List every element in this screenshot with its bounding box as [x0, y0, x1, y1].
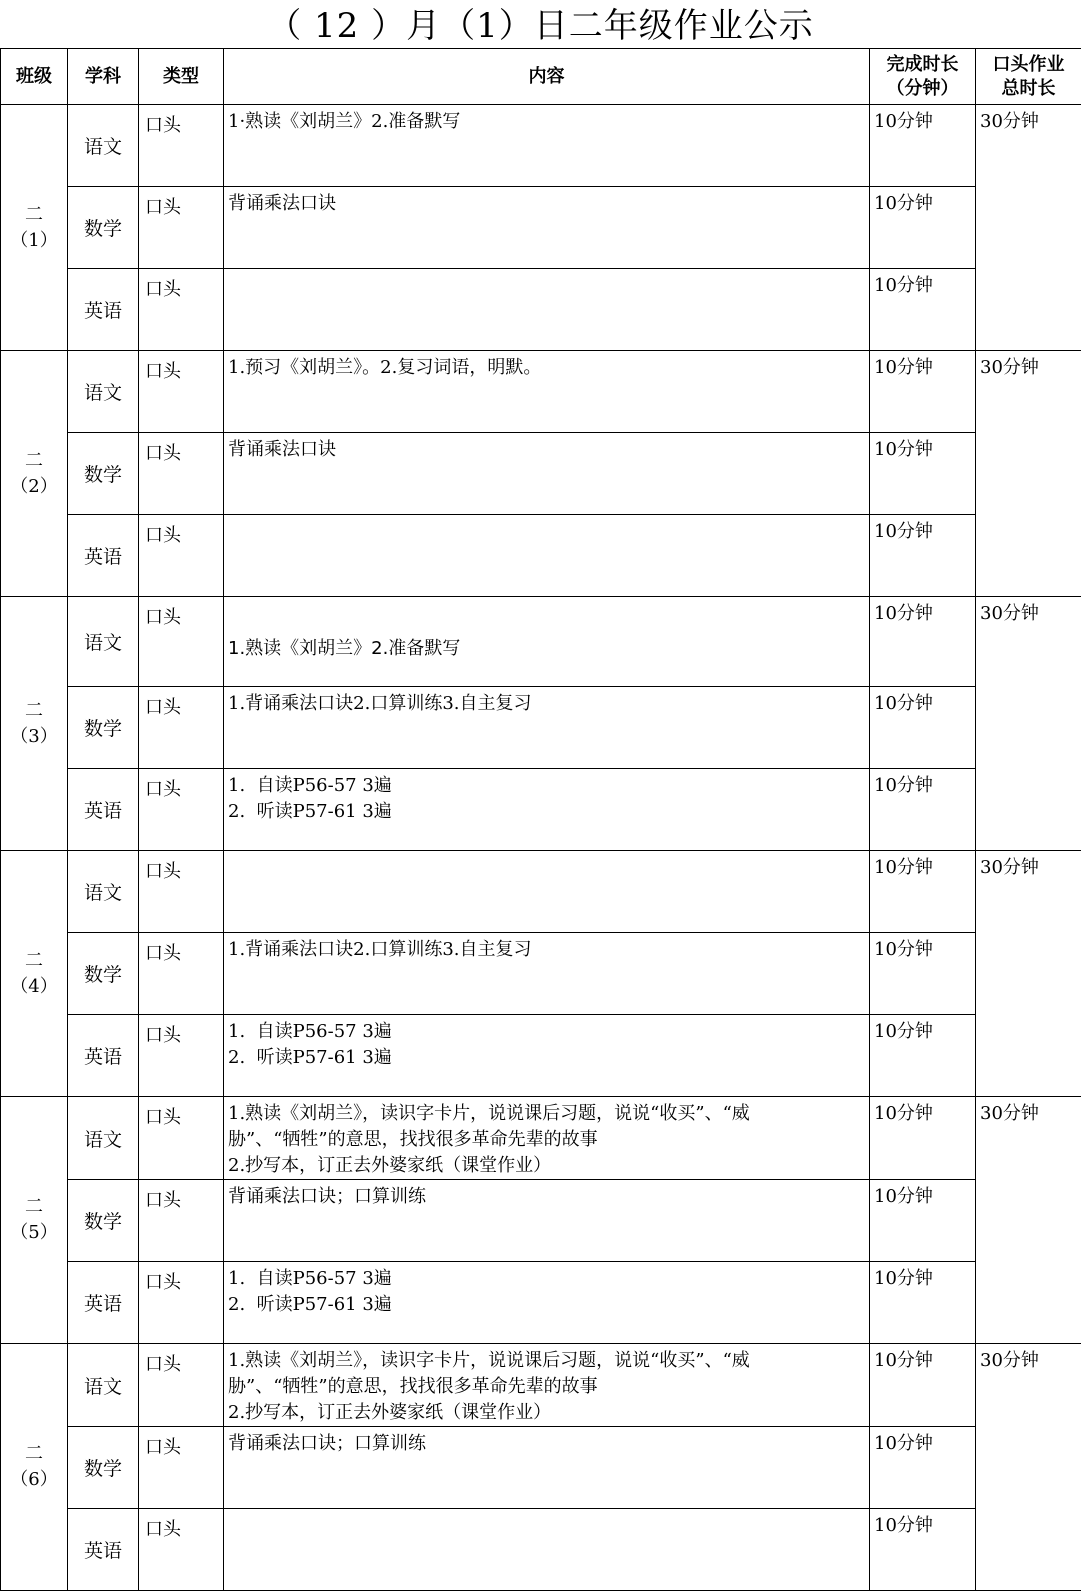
- header-subject: 学科: [68, 49, 139, 105]
- table-row: [1, 851, 1081, 933]
- content-cell: [224, 269, 870, 351]
- type-cell: 口头: [139, 269, 224, 351]
- type-cell: 口头: [139, 597, 224, 687]
- duration-cell: 10分钟: [870, 1344, 976, 1427]
- header-content: 内容: [224, 49, 870, 105]
- type-cell: 口头: [139, 1262, 224, 1344]
- content-cell: [224, 1427, 870, 1509]
- table-row: [1, 1262, 1081, 1344]
- table-row: [1, 769, 1081, 851]
- content-line: 1.熟读《刘胡兰》，读识字卡片，说说课后习题，说说“收买”、“威: [228, 1348, 869, 1374]
- oral-total-cell: 30分钟: [976, 1344, 1081, 1591]
- content-line: 2.抄写本，订正去外婆家纸（课堂作业）: [228, 1400, 869, 1426]
- header-oral-total-line1: 口头作业: [976, 53, 1081, 77]
- class-number: （1）: [1, 228, 67, 254]
- duration-cell: 10分钟: [870, 187, 976, 269]
- content-cell: [224, 1015, 870, 1097]
- type-cell: 口头: [139, 433, 224, 515]
- type-cell: 口头: [139, 187, 224, 269]
- subject-cell: 语文: [68, 597, 139, 687]
- content-line: 1.预习《刘胡兰》。2.复习词语，明默。: [228, 355, 869, 381]
- content-cell: [224, 597, 870, 687]
- type-cell: 口头: [139, 105, 224, 187]
- subject-cell: 数学: [68, 1427, 139, 1509]
- content-cell: [224, 105, 870, 187]
- duration-cell: 10分钟: [870, 515, 976, 597]
- table-row: [1, 1509, 1081, 1591]
- content-line: 1.熟读《刘胡兰》2.准备默写: [228, 636, 869, 662]
- subject-cell: 英语: [68, 769, 139, 851]
- oral-total-cell: 30分钟: [976, 1097, 1081, 1344]
- content-line: 1·熟读《刘胡兰》2.准备默写: [228, 109, 869, 135]
- type-cell: 口头: [139, 769, 224, 851]
- content-line: 1.背诵乘法口诀2.口算训练3.自主复习: [228, 691, 869, 717]
- duration-cell: 10分钟: [870, 105, 976, 187]
- content-cell: [224, 851, 870, 933]
- subject-cell: 英语: [68, 515, 139, 597]
- content-line: 背诵乘法口诀；口算训练: [228, 1431, 869, 1457]
- subject-cell: 数学: [68, 187, 139, 269]
- class-grade: 二: [1, 698, 67, 724]
- content-cell: [224, 933, 870, 1015]
- class-cell: [1, 1097, 68, 1344]
- subject-cell: 英语: [68, 1262, 139, 1344]
- duration-cell: 10分钟: [870, 433, 976, 515]
- content-line: 2. 听读P57-61 3遍: [228, 1292, 869, 1318]
- content-line: 2. 听读P57-61 3遍: [228, 1045, 869, 1071]
- table-row: [1, 105, 1081, 187]
- content-line: 1. 自读P56-57 3遍: [228, 1266, 869, 1292]
- subject-cell: 数学: [68, 933, 139, 1015]
- type-cell: 口头: [139, 515, 224, 597]
- table-row: [1, 933, 1081, 1015]
- header-type: 类型: [139, 49, 224, 105]
- content-line: 1.熟读《刘胡兰》，读识字卡片，说说课后习题，说说“收买”、“威: [228, 1101, 869, 1127]
- duration-cell: 10分钟: [870, 1180, 976, 1262]
- duration-cell: 10分钟: [870, 1509, 976, 1591]
- subject-cell: 英语: [68, 1509, 139, 1591]
- class-grade: 二: [1, 1441, 67, 1467]
- subject-cell: 英语: [68, 269, 139, 351]
- content-line: 胁”、“牺牲”的意思，找找很多革命先辈的故事: [228, 1374, 869, 1400]
- content-line: 1. 自读P56-57 3遍: [228, 1019, 869, 1045]
- duration-cell: 10分钟: [870, 597, 976, 687]
- subject-cell: 语文: [68, 1344, 139, 1427]
- subject-cell: 语文: [68, 1097, 139, 1180]
- subject-cell: 数学: [68, 687, 139, 769]
- header-duration-line2: （分钟）: [870, 77, 975, 101]
- content-cell: [224, 769, 870, 851]
- duration-cell: 10分钟: [870, 933, 976, 1015]
- header-row: [1, 49, 1081, 105]
- header-oral-total: [976, 49, 1081, 105]
- content-cell: [224, 1262, 870, 1344]
- oral-total-cell: 30分钟: [976, 351, 1081, 597]
- page-title: （ 12 ）月（1）日二年级作业公示: [0, 0, 1081, 48]
- table-row: [1, 187, 1081, 269]
- duration-cell: 10分钟: [870, 1262, 976, 1344]
- content-cell: [224, 351, 870, 433]
- class-number: （3）: [1, 724, 67, 750]
- table-row: [1, 351, 1081, 433]
- duration-cell: 10分钟: [870, 769, 976, 851]
- content-cell: [224, 1344, 870, 1427]
- header-duration: [870, 49, 976, 105]
- duration-cell: 10分钟: [870, 269, 976, 351]
- content-cell: [224, 1097, 870, 1180]
- table-row: [1, 1097, 1081, 1180]
- content-line: 背诵乘法口诀: [228, 437, 869, 463]
- subject-cell: 语文: [68, 351, 139, 433]
- class-cell: [1, 1344, 68, 1591]
- class-number: （2）: [1, 474, 67, 500]
- homework-table: [0, 48, 1081, 1591]
- table-row: [1, 1180, 1081, 1262]
- table-row: [1, 597, 1081, 687]
- type-cell: 口头: [139, 1509, 224, 1591]
- type-cell: 口头: [139, 1180, 224, 1262]
- class-cell: [1, 851, 68, 1097]
- type-cell: 口头: [139, 1097, 224, 1180]
- header-oral-total-line2: 总时长: [976, 77, 1081, 101]
- type-cell: 口头: [139, 687, 224, 769]
- class-number: （5）: [1, 1220, 67, 1246]
- header-duration-line1: 完成时长: [870, 53, 975, 77]
- content-line: 胁”、“牺牲”的意思，找找很多革命先辈的故事: [228, 1127, 869, 1153]
- subject-cell: 英语: [68, 1015, 139, 1097]
- content-line: 1. 自读P56-57 3遍: [228, 773, 869, 799]
- subject-cell: 数学: [68, 1180, 139, 1262]
- class-grade: 二: [1, 1194, 67, 1220]
- class-cell: [1, 597, 68, 851]
- content-cell: [224, 1180, 870, 1262]
- type-cell: 口头: [139, 1344, 224, 1427]
- duration-cell: 10分钟: [870, 351, 976, 433]
- table-row: [1, 269, 1081, 351]
- table-row: [1, 433, 1081, 515]
- oral-total-cell: 30分钟: [976, 851, 1081, 1097]
- duration-cell: 10分钟: [870, 687, 976, 769]
- duration-cell: 10分钟: [870, 1427, 976, 1509]
- type-cell: 口头: [139, 351, 224, 433]
- duration-cell: 10分钟: [870, 1097, 976, 1180]
- content-line: 2. 听读P57-61 3遍: [228, 799, 869, 825]
- content-cell: [224, 433, 870, 515]
- oral-total-cell: 30分钟: [976, 597, 1081, 851]
- class-grade: 二: [1, 202, 67, 228]
- class-grade: 二: [1, 948, 67, 974]
- table-row: [1, 1015, 1081, 1097]
- type-cell: 口头: [139, 933, 224, 1015]
- subject-cell: 语文: [68, 851, 139, 933]
- table-row: [1, 687, 1081, 769]
- oral-total-cell: 30分钟: [976, 105, 1081, 351]
- type-cell: 口头: [139, 1015, 224, 1097]
- content-line: 背诵乘法口诀: [228, 191, 869, 217]
- class-number: （6）: [1, 1467, 67, 1493]
- duration-cell: 10分钟: [870, 851, 976, 933]
- table-row: [1, 1427, 1081, 1509]
- content-line: 背诵乘法口诀；口算训练: [228, 1184, 869, 1210]
- content-line: 2.抄写本，订正去外婆家纸（课堂作业）: [228, 1153, 869, 1179]
- table-row: [1, 515, 1081, 597]
- subject-cell: 数学: [68, 433, 139, 515]
- class-number: （4）: [1, 974, 67, 1000]
- class-cell: [1, 351, 68, 597]
- type-cell: 口头: [139, 851, 224, 933]
- table-row: [1, 1344, 1081, 1427]
- subject-cell: 语文: [68, 105, 139, 187]
- content-cell: [224, 187, 870, 269]
- type-cell: 口头: [139, 1427, 224, 1509]
- class-cell: [1, 105, 68, 351]
- content-cell: [224, 515, 870, 597]
- duration-cell: 10分钟: [870, 1015, 976, 1097]
- content-line: 1.背诵乘法口诀2.口算训练3.自主复习: [228, 937, 869, 963]
- content-cell: [224, 1509, 870, 1591]
- class-grade: 二: [1, 448, 67, 474]
- header-class: 班级: [1, 49, 68, 105]
- content-cell: [224, 687, 870, 769]
